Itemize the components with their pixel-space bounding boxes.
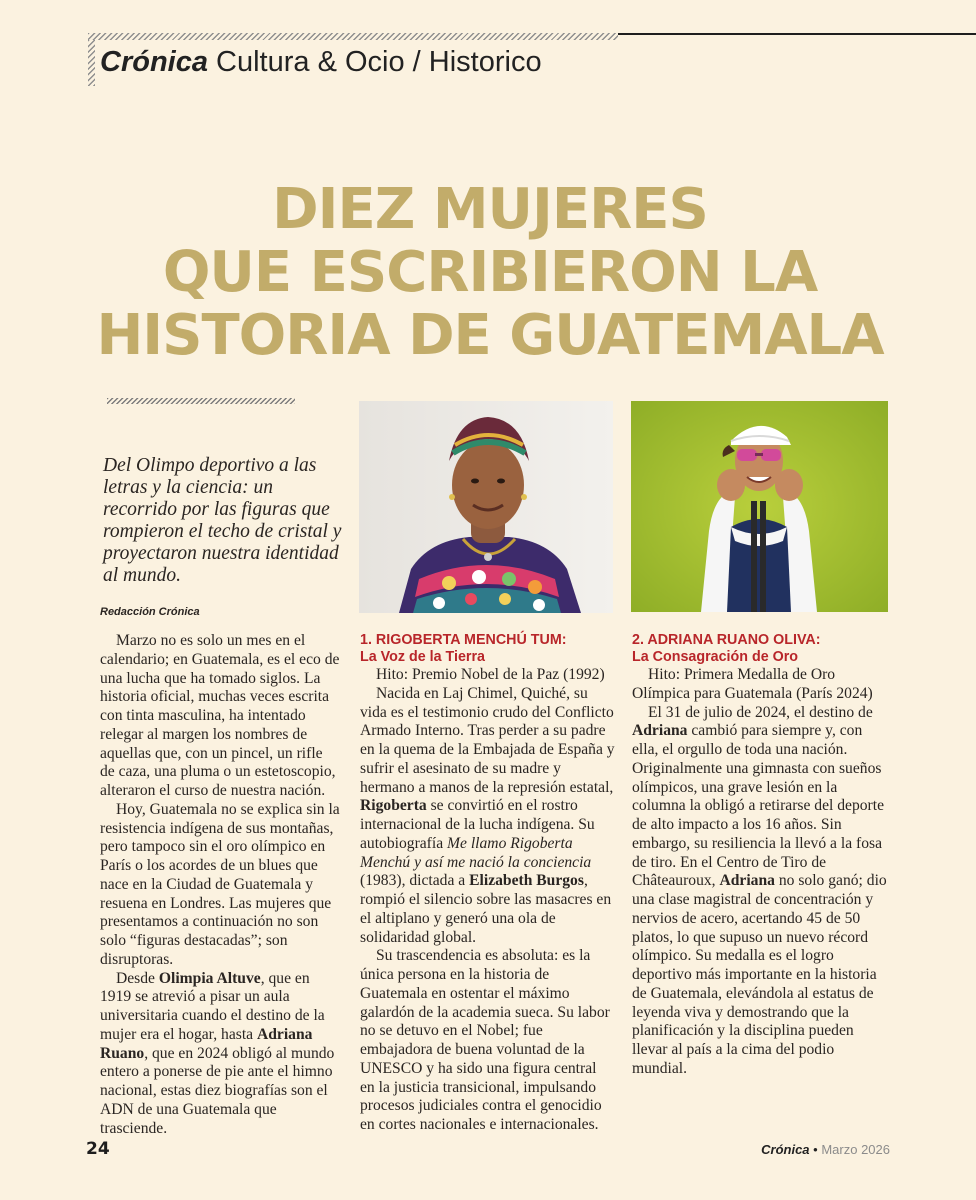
book-title: Me llamo Rigoberta Menchú y así me nació la conciencia [360,834,592,871]
section-header [100,44,542,80]
section-2-column [632,632,890,1079]
rigoberta-menchu-photo [359,401,613,613]
headline-line-1: DIEZ MUJERES [272,177,708,242]
bold-name: Adriana [719,872,775,890]
section-2-subtitle: La Consagración de Oro [632,648,799,665]
header-hatch-left [88,40,95,86]
headline-line-3: HISTORIA DE GUATEMALA [96,303,884,368]
text-run: no solo ganó; dio una clase magistral de concentración y nervios de acero, acertando 45 de 50 platos, lo que supuso un nuevo récord olímpico. Su medalla es el logro deportivo más importante en la historia de Guatemala, elevándola al estatus de leyenda viva y demostrando que la planificación y la disciplina pueden llevar al país a la cima del podio mundial. [632,872,887,1077]
section-1-title: 1. RIGOBERTA MENCHÚ TUM: [360,632,567,648]
text-run: (1983), dictada a [360,872,470,890]
text-run: Nacida en Laj Chimel, Quiché, su vida es el testimonio crudo del Conflicto Armado Interno. Tras perder a su padre en la quema de la Embajada de España y sufrir el asesinato de su madre y hermano a manos de la represión estatal, [360,684,615,796]
section-2-title: 2. ADRIANA RUANO OLIVA: [632,632,821,648]
section-2-paragraph-1 [632,704,890,1079]
header-hatch-top [88,33,618,40]
section-1-paragraph-2: Su trascendencia es absoluta: es la única persona en la historia de Guatemala en ostentar el máximo galardón de la academia sueca. Su labor no se detuvo en el Nobel; fue embajadora de buena voluntad de la UNESCO y ha sido una figura central en la justicia transicional, impulsando procesos judiciales contra el genocidio en cortes nacionales e internacionales. [360,947,610,1133]
text-run: , que en 2024 obligó al mundo entero a ponerse de pie ante el himno nacional, estas diez biografías son el ADN de una Guatemala que trasciende. [100,1044,335,1137]
section-1-paragraph-1 [360,685,615,948]
byline: Redacción Crónica [100,606,200,618]
bold-name: Adriana Ruano [100,1025,313,1062]
bold-name: Rigoberta [360,797,427,815]
intro-paragraph-1: Marzo no es solo un mes en el calendario; en Guatemala, es el eco de una lucha que ha tomado siglos. La historia oficial, muchas veces escrita con tinta masculina, ha intentado relegar al margen los nombres de aquellas que, con un pincel, un rifle de caza, una pluma o un estetoscopio, alteraron el curso de nuestra nación. [100,632,340,799]
section-1-milestone: Hito: Premio Nobel de la Paz (1992) [376,666,605,683]
text-run: , que en 1919 se atrevió a pisar un aula universitaria cuando el destino de la mujer era el hogar, hasta [100,969,325,1043]
footer-separator: • [813,1142,818,1157]
headline-line-2: QUE ESCRIBIERON LA [162,240,818,305]
text-run: cambió para siempre y, con ella, el orgullo de toda una nación. Originalmente una gimnasta con sueños olímpicos, una grave lesión en la columna la obligó a retirarse del deporte de alto impacto a los 16 años. Sin embargo, su resiliencia la llevó a la fosa de tiro. En el Centro de Tiro de Châteauroux, [632,722,884,890]
intro-paragraph-2: Hoy, Guatemala no se explica sin la resistencia indígena de sus montañas, pero tampoco sin el oro olímpico en París o los acordes de un blues que nace en la Ciudad de Guatemala y resuena en Londres. Las mujeres que presentamos a continuación no son solo “figuras destacadas”; son disruptoras. [100,800,340,968]
text-run: se convirtió en el rostro internacional de la lucha indígena. Su autobiografía [360,797,595,852]
bold-name: Adriana [632,722,688,740]
magazine-brand: Crónica [100,46,208,78]
footer-date: Marzo 2026 [821,1142,890,1157]
text-run: El 31 de julio de 2024, el destino de [648,703,873,721]
section-1-column [360,632,615,1135]
page-number: 24 [86,1139,110,1159]
text-run: Desde [116,969,159,987]
footer-folio [761,1142,890,1157]
article-lede: Del Olimpo deportivo a las letras y la ciencia: un recorrido por las figuras que rompieron el techo de cristal y proyectaron nuestra identidad al mundo. [103,455,342,586]
bold-name: Olimpia Altuve [158,969,261,987]
section-1-heading [360,632,615,665]
footer-brand: Crónica [761,1142,810,1157]
adriana-ruano-photo [631,401,888,612]
section-path: Cultura & Ocio / Historico [216,46,542,78]
text-run: , rompió el silencio sobre las masacres en el altiplano y generó una ola de solidaridad global. [360,872,612,946]
lede-hatch-divider [107,398,295,404]
intro-paragraph-3 [100,970,340,1139]
article-headline [40,178,940,367]
bold-name: Elizabeth Burgos [469,872,584,890]
section-2-milestone: Hito: Primera Medalla de Oro Olímpica para Guatemala (París 2024) [632,666,873,702]
section-1-subtitle: La Voz de la Tierra [360,648,486,665]
section-2-heading [632,632,890,665]
header-rule [618,33,976,35]
intro-column [100,632,340,1138]
